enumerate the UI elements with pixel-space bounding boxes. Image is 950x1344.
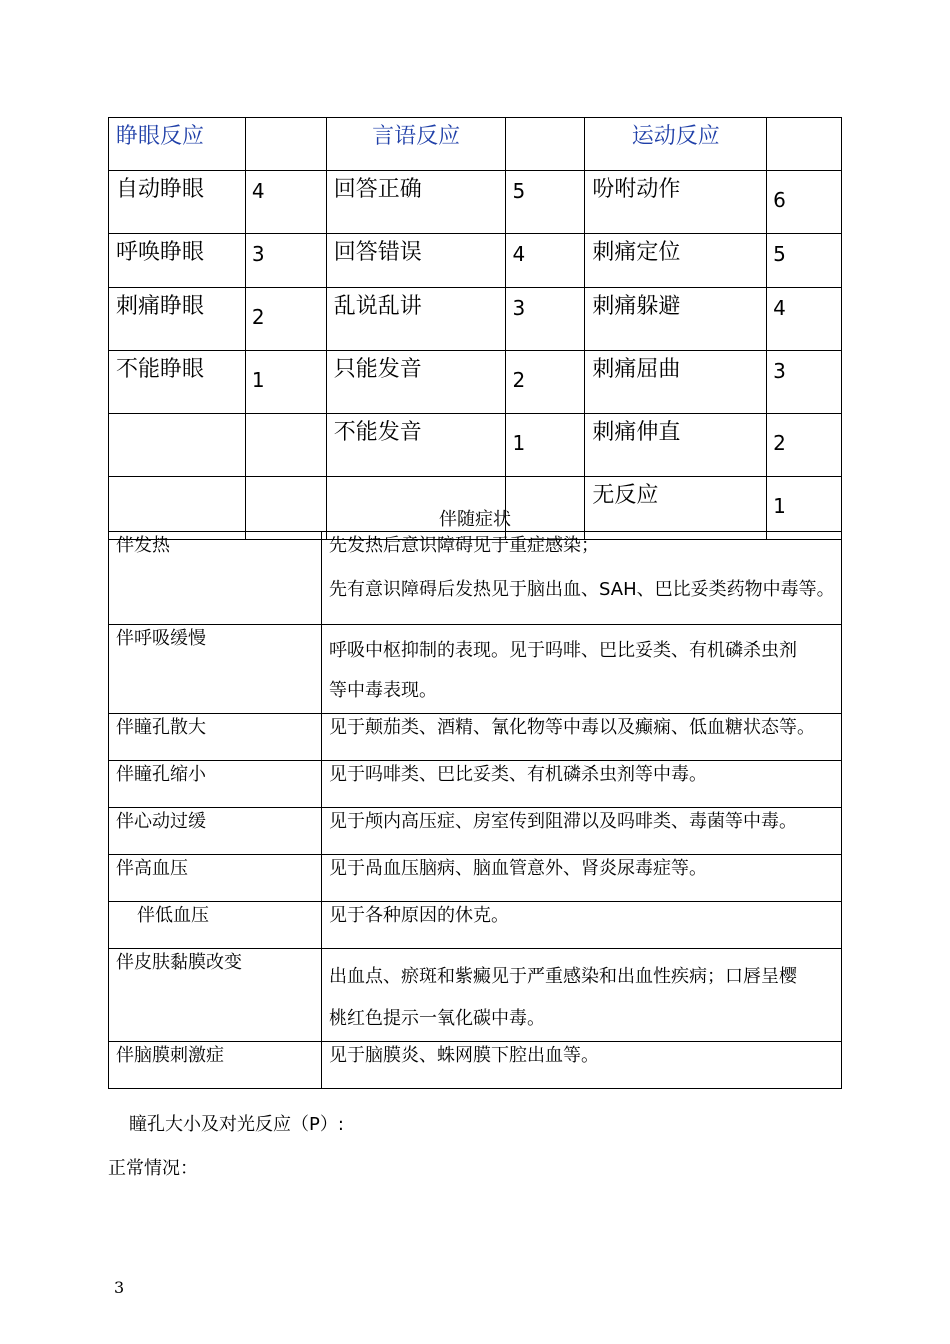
verbal-score: 4 (506, 234, 585, 288)
verbal-response: 回答正确 (326, 171, 506, 234)
symptom-desc-line: 出血点、瘀斑和紫癜见于严重感染和出血性疾病；口唇呈樱 (329, 966, 797, 987)
symptom-desc-line: 先发热后意识障碍见于重症感染； (329, 535, 599, 556)
gcs-row (109, 171, 842, 234)
symptom-description: 见于吗啡类、巴比妥类、有机磷杀虫剂等中毒。 (322, 761, 842, 808)
verbal-score: 2 (506, 351, 585, 414)
verbal-response: 只能发音 (326, 351, 506, 414)
symptom-name: 伴心动过缓 (109, 808, 322, 855)
motor-score: 3 (767, 351, 842, 414)
symptom-row (109, 949, 842, 1042)
symptoms-caption: 伴随症状 (439, 509, 511, 530)
verbal-response-header: 言语反应 (326, 118, 506, 171)
symptom-description (322, 532, 842, 625)
symptom-description (322, 625, 842, 714)
symptom-row (109, 855, 842, 902)
motor-score: 4 (767, 288, 842, 351)
symptom-description (322, 949, 842, 1042)
symptom-row (109, 625, 842, 714)
motor-response: 刺痛躲避 (585, 288, 767, 351)
symptom-description: 见于颠茄类、酒精、氰化物等中毒以及癫痫、低血糖状态等。 (322, 714, 842, 761)
gcs-table (108, 117, 842, 540)
eye-score (245, 414, 326, 477)
motor-response: 刺痛屈曲 (585, 351, 767, 414)
symptom-name: 伴发热 (109, 532, 322, 625)
symptom-name: 伴呼吸缓慢 (109, 625, 322, 714)
symptom-desc-line: 桃红色提示一氧化碳中毒。 (329, 1008, 545, 1029)
motor-response-header: 运动反应 (585, 118, 767, 171)
symptom-name: 伴瞳孔散大 (109, 714, 322, 761)
symptom-name: 伴脑膜刺激症 (109, 1042, 322, 1089)
gcs-row (109, 414, 842, 477)
eye-score: 3 (245, 234, 326, 288)
symptom-row (109, 1042, 842, 1089)
symptom-row (109, 902, 842, 949)
motor-score: 5 (767, 234, 842, 288)
eye-score: 1 (245, 351, 326, 414)
gcs-row (109, 234, 842, 288)
motor-response: 刺痛定位 (585, 234, 767, 288)
motor-score: 2 (767, 414, 842, 477)
motor-score: 1 (767, 477, 842, 540)
eye-response: 不能睁眼 (109, 351, 246, 414)
eye-response (109, 414, 246, 477)
normal-condition-label: 正常情况： (108, 1158, 198, 1179)
gcs-row (109, 351, 842, 414)
symptom-name: 伴皮肤黏膜改变 (109, 949, 322, 1042)
symptom-desc-line: 呼吸中枢抑制的表现。见于吗啡、巴比妥类、有机磷杀虫剂 (329, 640, 797, 661)
verbal-response: 不能发音 (326, 414, 506, 477)
eye-score: 2 (245, 288, 326, 351)
symptom-description: 见于颅内高压症、房室传到阻滞以及吗啡类、毒菌等中毒。 (322, 808, 842, 855)
symptom-description: 见于各种原因的休克。 (322, 902, 842, 949)
symptom-desc-line: 先有意识障碍后发热见于脑出血、SAH、巴比妥类药物中毒等。 (329, 579, 835, 600)
page-number: 3 (114, 1278, 125, 1297)
eye-response: 自动睁眼 (109, 171, 246, 234)
verbal-score: 5 (506, 171, 585, 234)
motor-response: 刺痛伸直 (585, 414, 767, 477)
verbal-score: 1 (506, 414, 585, 477)
verbal-score: 3 (506, 288, 585, 351)
verbal-response: 乱说乱讲 (326, 288, 506, 351)
symptom-name: 伴低血压 (109, 902, 322, 949)
gcs-row (109, 288, 842, 351)
symptom-description: 见于咼血压脑病、脑血管意外、肾炎尿毒症等。 (322, 855, 842, 902)
eye-response: 呼唤睁眼 (109, 234, 246, 288)
symptom-row (109, 532, 842, 625)
eye-response-header: 睁眼反应 (109, 118, 246, 171)
symptom-name: 伴高血压 (109, 855, 322, 902)
symptoms-table (108, 531, 842, 1089)
gcs-header-row (109, 118, 842, 171)
symptom-name: 伴瞳孔缩小 (109, 761, 322, 808)
motor-response: 吩咐动作 (585, 171, 767, 234)
verbal-response: 回答错误 (326, 234, 506, 288)
symptom-row (109, 761, 842, 808)
eye-response: 刺痛睁眼 (109, 288, 246, 351)
symptom-row (109, 808, 842, 855)
pupil-section-title: 瞳孔大小及对光反应（P）: (129, 1114, 344, 1135)
symptom-desc-line: 等中毒表现。 (329, 680, 437, 701)
motor-response: 无反应 (585, 477, 767, 540)
symptom-row (109, 714, 842, 761)
symptom-description: 见于脑膜炎、蛛网膜下腔出血等。 (322, 1042, 842, 1089)
eye-score: 4 (245, 171, 326, 234)
motor-score: 6 (767, 171, 842, 234)
